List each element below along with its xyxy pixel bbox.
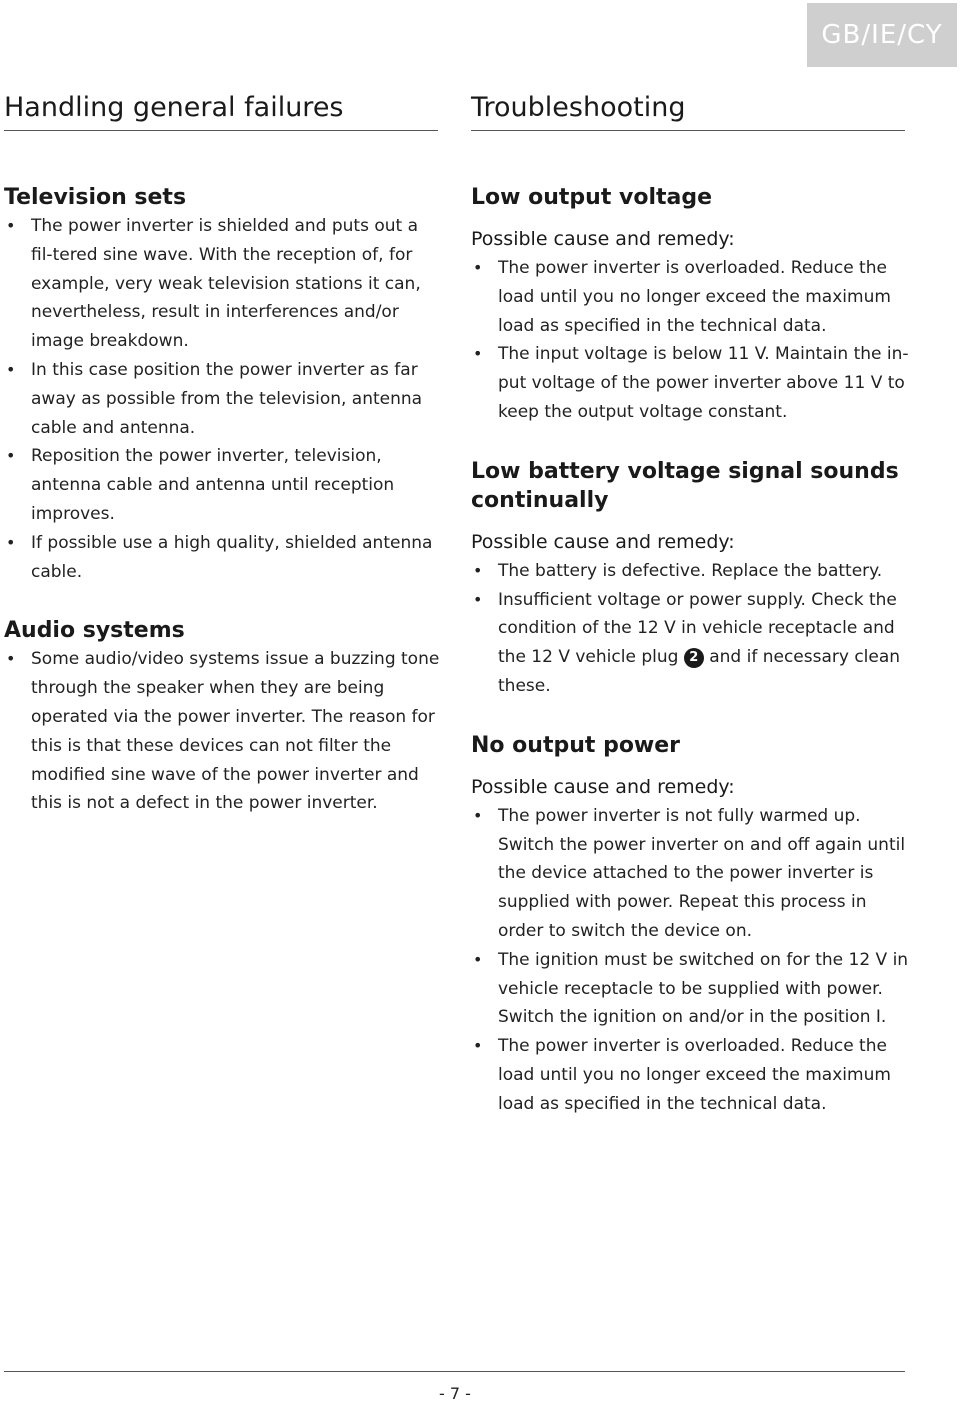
cause-remedy-heading: Possible cause and remedy: [471, 228, 735, 250]
list-item-text: Insufficient voltage or power supply. Check the condition of the 12 V in vehicle receptacle and the 12 V vehicle plug [498, 589, 897, 668]
list-item: • The power inverter is not fully warmed up. Switch the power inverter on and off again until the device attached to the power inverter is supplied with power. Repeat this process in order to switch the device on. [471, 802, 911, 946]
section-television-sets [4, 183, 444, 586]
item-number-marker: 2 [684, 648, 704, 668]
left-title-rule [4, 130, 438, 131]
bullet-list [4, 645, 444, 818]
list-item: • The ignition must be switched on for the 12 V in vehicle receptacle to be supplied with power. Switch the ignition on and/or in the position I. [471, 946, 911, 1032]
section-no-output-power [471, 731, 911, 1119]
list-item [471, 586, 911, 701]
list-item: • Reposition the power inverter, television, antenna cable and antenna until reception improves. [4, 442, 444, 528]
list-item: • The power inverter is overloaded. Reduce the load until you no longer exceed the maximum load as specified in the technical data. [471, 254, 911, 340]
cause-remedy-heading: Possible cause and remedy: [471, 775, 735, 798]
list-item: • The power inverter is overloaded. Reduce the load until you no longer exceed the maximum load as specified in the technical data. [471, 1032, 911, 1118]
bullet-list [471, 254, 911, 427]
page-number: - 7 - [439, 1384, 471, 1403]
section-heading: Television sets [4, 185, 187, 210]
section-heading: No output power [471, 732, 681, 758]
section-audio-systems [4, 616, 444, 818]
section-heading: Audio systems [4, 618, 185, 644]
cause-remedy-heading: Possible cause and remedy: [471, 530, 735, 553]
list-item: • The battery is defective. Replace the battery. [471, 557, 911, 586]
section-low-output-voltage [471, 183, 911, 427]
list-item: • The input voltage is below 11 V. Maintain the in-put voltage of the power inverter above 11 V to keep the output voltage constant. [471, 340, 911, 426]
bullet-list [471, 557, 911, 701]
right-page-title: Troubleshooting [471, 92, 686, 123]
list-item-text: and if necessary clean these. [498, 647, 901, 696]
list-item: • In this case position the power inverter as far away as possible from the television, antenna cable and antenna. [4, 356, 444, 442]
section-heading: Low output voltage [471, 185, 713, 210]
bullet-list [471, 802, 911, 1119]
list-item: • If possible use a high quality, shielded antenna cable. [4, 529, 444, 587]
right-column [471, 183, 911, 1149]
section-heading: Low battery voltage signal sounds continually [471, 458, 899, 513]
left-column [4, 183, 444, 848]
list-item: • The power inverter is shielded and puts out a fil-tered sine wave. With the reception of, for example, very weak television stations it can, nevertheless, result in interferences and/or image breakdown. [4, 212, 444, 356]
left-page-title: Handling general failures [4, 92, 344, 123]
list-item: • Some audio/video systems issue a buzzing tone through the speaker when they are being operated via the power inverter. The reason for this is that these devices can not filter the modified sine wave of the power inverter and this is not a defect in the power inverter. [4, 645, 444, 818]
bullet-list [4, 212, 444, 586]
section-low-battery-signal [471, 457, 911, 701]
language-tab: GB/IE/CY [807, 3, 957, 67]
right-title-rule [471, 130, 905, 131]
footer-rule [4, 1371, 905, 1372]
